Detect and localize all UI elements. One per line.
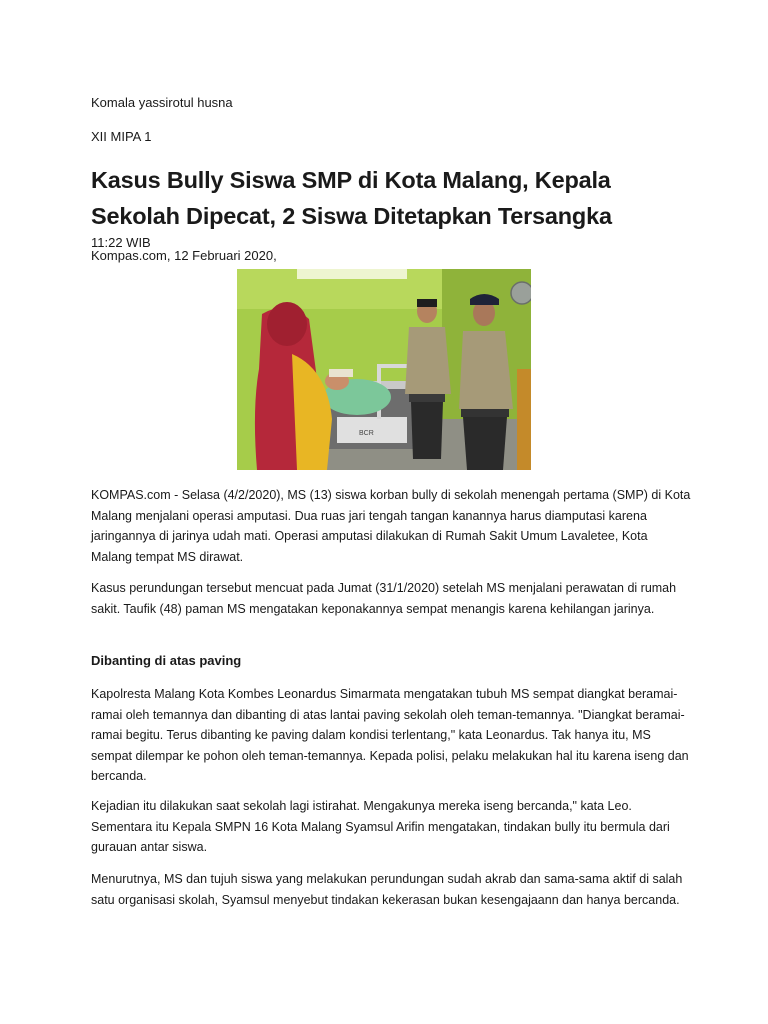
article-time: 11:22 WIB: [91, 235, 151, 250]
article-paragraph: Menurutnya, MS dan tujuh siswa yang melakukan perundungan sudah akrab dan sama-sama aktif di salah satu organisasi skolah, Syamsul menyebut tindakan kekerasan bukan kesengajaann dan hanya bercanda.: [91, 872, 683, 907]
bed-label: BCR: [359, 430, 374, 437]
article-subheading: Dibanting di atas paving: [91, 653, 242, 668]
class-name: XII MIPA 1: [91, 129, 152, 144]
author-name: Komala yassirotul husna: [91, 95, 233, 110]
article-title: [91, 162, 691, 274]
article-paragraph: Kapolresta Malang Kota Kombes Leonardus Simarmata mengatakan tubuh MS sempat diangkat beramai-ramai oleh temannya dan dibanting di atas lantai paving sekolah oleh teman-temannya. "Diangkat beramai-ramai begitu. Terus dibanting ke paving dalam kondisi terlentang," kata Leonardus. Tak hanya itu, MS sempat dilempar ke pohon oleh teman-temannya. Kepada polisi, pelaku melakukan hal itu karena iseng dan bercanda.: [91, 687, 689, 783]
article-source-date: Kompas.com, 12 Februari 2020,: [91, 248, 277, 263]
article-paragraph: KOMPAS.com - Selasa (4/2/2020), MS (13) siswa korban bully di sekolah menengah pertama (SMP) di Kota Malang menjalani operasi amputasi. Dua ruas jari tengah tangan kanannya harus diamputasi karena jaringannya di jarinya udah mati. Operasi amputasi dilakukan di Rumah Sakit Umum Lavaletee, Kota Malang tempat MS dirawat.: [91, 488, 691, 564]
article-photo: [237, 269, 531, 470]
article-paragraph: Kasus perundungan tersebut mencuat pada Jumat (31/1/2020) setelah MS menjalani perawatan di rumah sakit. Taufik (48) paman MS mengatakan keponakannya sempat menangis karena kehilangan jarinya.: [91, 581, 677, 616]
article-paragraph: Kejadian itu dilakukan saat sekolah lagi istirahat. Mengakunya mereka iseng bercanda," kata Leo. Sementara itu Kepala SMPN 16 Kota Malang Syamsul Arifin mengatakan, tindakan bully itu bermula dari gurauan antar siswa.: [91, 799, 670, 854]
article-title-text: Kasus Bully Siswa SMP di Kota Malang, Kepala Sekolah Dipecat, 2 Siswa Ditetapkan Tersangka: [91, 167, 612, 229]
